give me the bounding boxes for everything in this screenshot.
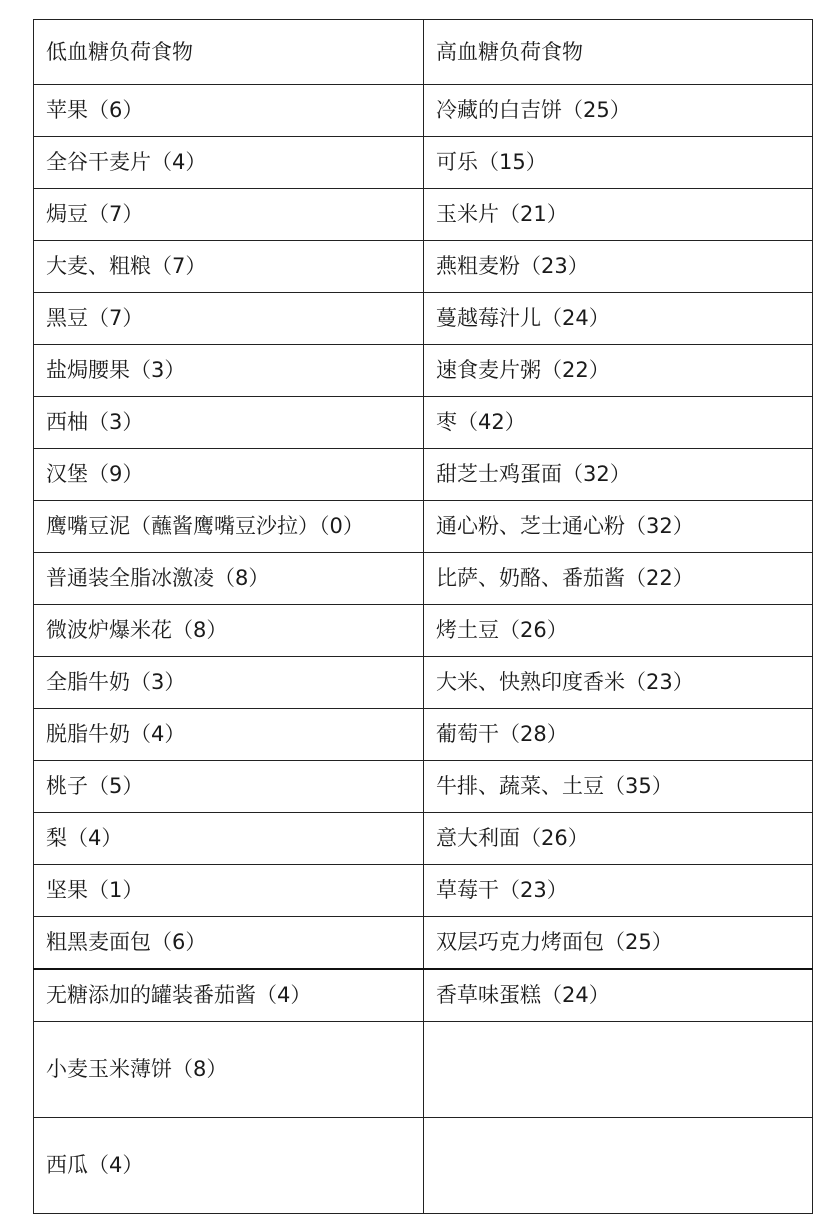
table-row — [34, 865, 813, 917]
low-gl-cell: 普通装全脂冰激凌（8） — [34, 553, 424, 605]
low-gl-cell: 鹰嘴豆泥（蘸酱鹰嘴豆沙拉）（0） — [34, 501, 424, 553]
table-row — [34, 605, 813, 657]
high-gl-cell: 燕粗麦粉（23） — [424, 241, 813, 293]
high-gl-cell: 冷藏的白吉饼（25） — [424, 85, 813, 137]
low-gl-cell: 全脂牛奶（3） — [34, 657, 424, 709]
low-gl-cell: 坚果（1） — [34, 865, 424, 917]
high-gl-cell — [424, 1022, 813, 1118]
table-row — [34, 969, 813, 1022]
table-row — [34, 813, 813, 865]
table-row — [34, 657, 813, 709]
low-gl-cell: 梨（4） — [34, 813, 424, 865]
low-gl-cell: 盐焗腰果（3） — [34, 345, 424, 397]
low-gl-cell: 汉堡（9） — [34, 449, 424, 501]
table-row — [34, 85, 813, 137]
header-row — [34, 20, 813, 85]
table-row — [34, 397, 813, 449]
table-row — [34, 709, 813, 761]
high-gl-cell: 烤土豆（26） — [424, 605, 813, 657]
glycemic-load-table — [33, 19, 813, 1214]
high-gl-cell: 意大利面（26） — [424, 813, 813, 865]
low-gl-cell: 微波炉爆米花（8） — [34, 605, 424, 657]
high-gl-cell: 葡萄干（28） — [424, 709, 813, 761]
low-gl-cell: 小麦玉米薄饼（8） — [34, 1022, 424, 1118]
table-row — [34, 293, 813, 345]
high-gl-cell: 可乐（15） — [424, 137, 813, 189]
high-gl-cell: 香草味蛋糕（24） — [424, 969, 813, 1022]
high-gl-cell: 草莓干（23） — [424, 865, 813, 917]
table-row — [34, 137, 813, 189]
table-row — [34, 345, 813, 397]
high-gl-cell: 双层巧克力烤面包（25） — [424, 917, 813, 970]
high-gl-cell: 牛排、蔬菜、土豆（35） — [424, 761, 813, 813]
high-gl-cell: 通心粉、芝士通心粉（32） — [424, 501, 813, 553]
high-gl-cell: 枣（42） — [424, 397, 813, 449]
table-row — [34, 1118, 813, 1214]
table-row — [34, 501, 813, 553]
low-gl-cell: 大麦、粗粮（7） — [34, 241, 424, 293]
header-low-gl: 低血糖负荷食物 — [34, 20, 424, 85]
table-row — [34, 553, 813, 605]
high-gl-cell: 大米、快熟印度香米（23） — [424, 657, 813, 709]
table-row — [34, 241, 813, 293]
table-row — [34, 761, 813, 813]
high-gl-cell: 甜芝士鸡蛋面（32） — [424, 449, 813, 501]
low-gl-cell: 全谷干麦片（4） — [34, 137, 424, 189]
header-high-gl: 高血糖负荷食物 — [424, 20, 813, 85]
low-gl-cell: 黑豆（7） — [34, 293, 424, 345]
low-gl-cell: 无糖添加的罐装番茄酱（4） — [34, 969, 424, 1022]
high-gl-cell: 玉米片（21） — [424, 189, 813, 241]
low-gl-cell: 脱脂牛奶（4） — [34, 709, 424, 761]
table-row — [34, 449, 813, 501]
table-row — [34, 189, 813, 241]
high-gl-cell: 速食麦片粥（22） — [424, 345, 813, 397]
table-row — [34, 917, 813, 970]
low-gl-cell: 粗黑麦面包（6） — [34, 917, 424, 970]
low-gl-cell: 西柚（3） — [34, 397, 424, 449]
high-gl-cell: 蔓越莓汁儿（24） — [424, 293, 813, 345]
low-gl-cell: 焗豆（7） — [34, 189, 424, 241]
high-gl-cell: 比萨、奶酪、番茄酱（22） — [424, 553, 813, 605]
low-gl-cell: 桃子（5） — [34, 761, 424, 813]
table-row — [34, 1022, 813, 1118]
high-gl-cell — [424, 1118, 813, 1214]
low-gl-cell: 苹果（6） — [34, 85, 424, 137]
low-gl-cell: 西瓜（4） — [34, 1118, 424, 1214]
